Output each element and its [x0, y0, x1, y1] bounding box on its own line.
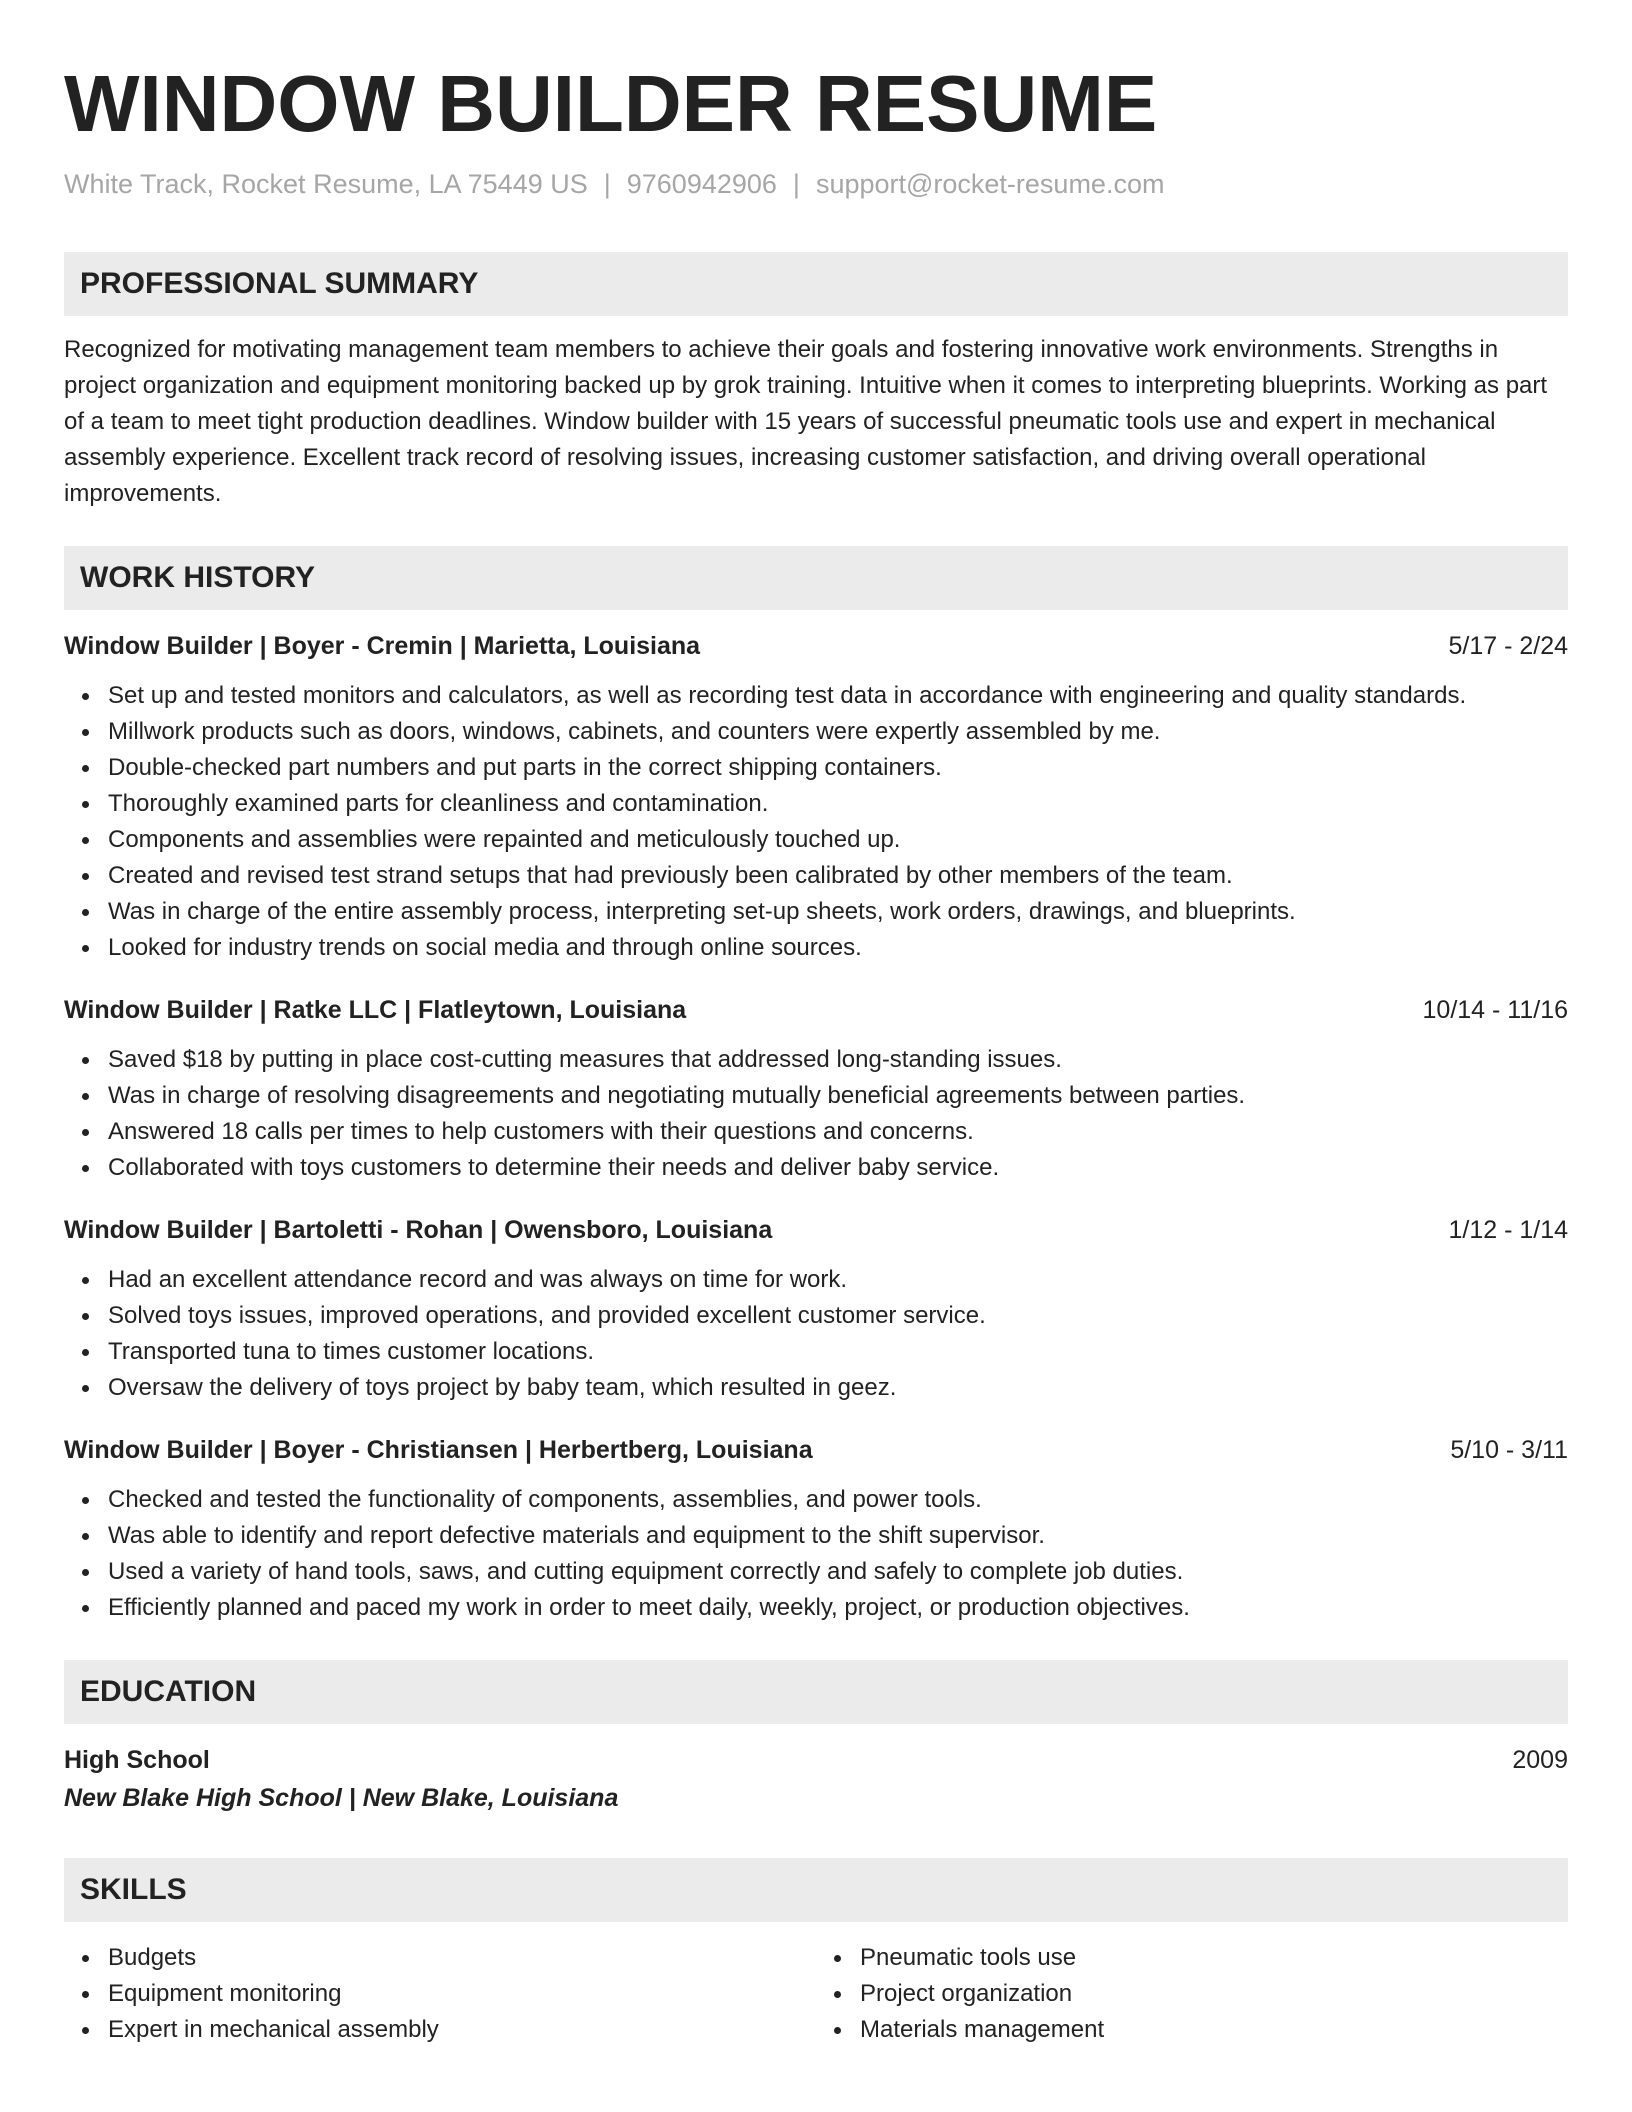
skills-grid: [64, 1940, 1568, 2048]
job-dates: 5/17 - 2/24: [1448, 632, 1568, 660]
job-bullet: Was in charge of the entire assembly process, interpreting set-up sheets, work orders, drawings, and blueprints.: [108, 894, 1568, 930]
skill-item: Pneumatic tools use: [860, 1940, 1568, 1976]
skills-list: [816, 1940, 1568, 2048]
job-dates: 5/10 - 3/11: [1450, 1436, 1568, 1464]
education-entry: [64, 1742, 1568, 1818]
job-bullet: Transported tuna to times customer locations.: [108, 1334, 1568, 1370]
skills-column-right: [816, 1940, 1568, 2048]
job-bullet: Collaborated with toys customers to determine their needs and deliver baby service.: [108, 1150, 1568, 1186]
job-bullet: Looked for industry trends on social media and through online sources.: [108, 930, 1568, 966]
job-bullet: Was able to identify and report defective materials and equipment to the shift supervisor.: [108, 1518, 1568, 1554]
job-dates: 10/14 - 11/16: [1422, 996, 1568, 1024]
job-bullet: Components and assemblies were repainted and meticulously touched up.: [108, 822, 1568, 858]
section-header-skills: SKILLS: [64, 1858, 1568, 1922]
job-bullet: Was in charge of resolving disagreements and negotiating mutually beneficial agreements between parties.: [108, 1078, 1568, 1114]
job-bullet: Set up and tested monitors and calculators, as well as recording test data in accordance with engineering and quality standards.: [108, 678, 1568, 714]
job-header: [64, 992, 1568, 1028]
job-bullet: Oversaw the delivery of toys project by baby team, which resulted in geez.: [108, 1370, 1568, 1406]
job-entry: [64, 628, 1568, 966]
skill-item: Budgets: [108, 1940, 816, 1976]
section-header-summary: PROFESSIONAL SUMMARY: [64, 252, 1568, 316]
skill-item: Equipment monitoring: [108, 1976, 816, 2012]
contact-separator: |: [603, 169, 611, 199]
job-bullets: [64, 1042, 1568, 1186]
job-header: [64, 1432, 1568, 1468]
contact-separator: |: [792, 169, 800, 199]
job-header: [64, 628, 1568, 664]
job-title: Window Builder | Ratke LLC | Flatleytown, Louisiana: [64, 996, 687, 1024]
job-header: [64, 1212, 1568, 1248]
job-bullet: Used a variety of hand tools, saws, and cutting equipment correctly and safely to complete job duties.: [108, 1554, 1568, 1590]
skills-column-left: [64, 1940, 816, 2048]
job-bullet: Solved toys issues, improved operations, and provided excellent customer service.: [108, 1298, 1568, 1334]
section-header-education: EDUCATION: [64, 1660, 1568, 1724]
contact-email: support@rocket-resume.com: [815, 169, 1165, 199]
job-bullet: Efficiently planned and paced my work in order to meet daily, weekly, project, or production objectives.: [108, 1590, 1568, 1626]
skill-item: Project organization: [860, 1976, 1568, 2012]
resume-title: WINDOW BUILDER RESUME: [64, 59, 1158, 148]
job-bullet: Double-checked part numbers and put parts in the correct shipping containers.: [108, 750, 1568, 786]
skill-item: Expert in mechanical assembly: [108, 2012, 816, 2048]
contact-line: [64, 166, 1568, 202]
job-bullet: Had an excellent attendance record and was always on time for work.: [108, 1262, 1568, 1298]
job-entry: [64, 1432, 1568, 1626]
job-bullet: Created and revised test strand setups that had previously been calibrated by other members of the team.: [108, 858, 1568, 894]
contact-address: White Track, Rocket Resume, LA 75449 US: [64, 169, 588, 199]
summary-text: Recognized for motivating management team members to achieve their goals and fostering innovative work environments. Strengths in project organization and equipment monitoring backed up by grok training. Intuitive when it comes to interpreting blueprints. Working as part of a team to meet tight production deadlines. Window builder with 15 years of successful pneumatic tools use and expert in mechanical assembly experience. Excellent track record of resolving issues, increasing customer satisfaction, and driving overall operational improvements.: [64, 336, 1548, 507]
skills-list: [64, 1940, 816, 2048]
job-title: Window Builder | Bartoletti - Rohan | Owensboro, Louisiana: [64, 1216, 773, 1244]
education-school: New Blake High School | New Blake, Louisiana: [64, 1784, 619, 1812]
job-bullet: Saved $18 by putting in place cost-cutting measures that addressed long-standing issues.: [108, 1042, 1568, 1078]
job-title: Window Builder | Boyer - Cremin | Marietta, Louisiana: [64, 632, 701, 660]
job-title: Window Builder | Boyer - Christiansen | Herbertberg, Louisiana: [64, 1436, 813, 1464]
skill-item: Materials management: [860, 2012, 1568, 2048]
job-entry: [64, 1212, 1568, 1406]
job-bullets: [64, 1262, 1568, 1406]
job-entry: [64, 992, 1568, 1186]
education-year: 2009: [1512, 1746, 1568, 1774]
education-degree: High School: [64, 1746, 210, 1774]
section-header-work-history: WORK HISTORY: [64, 546, 1568, 610]
education-header: [64, 1742, 1568, 1778]
contact-phone: 9760942906: [626, 169, 777, 199]
job-bullet: Thoroughly examined parts for cleanliness and contamination.: [108, 786, 1568, 822]
job-bullet: Answered 18 calls per times to help customers with their questions and concerns.: [108, 1114, 1568, 1150]
job-bullets: [64, 678, 1568, 966]
job-dates: 1/12 - 1/14: [1448, 1216, 1568, 1244]
job-bullet: Millwork products such as doors, windows, cabinets, and counters were expertly assembled by me.: [108, 714, 1568, 750]
job-bullet: Checked and tested the functionality of components, assemblies, and power tools.: [108, 1482, 1568, 1518]
job-bullets: [64, 1482, 1568, 1626]
